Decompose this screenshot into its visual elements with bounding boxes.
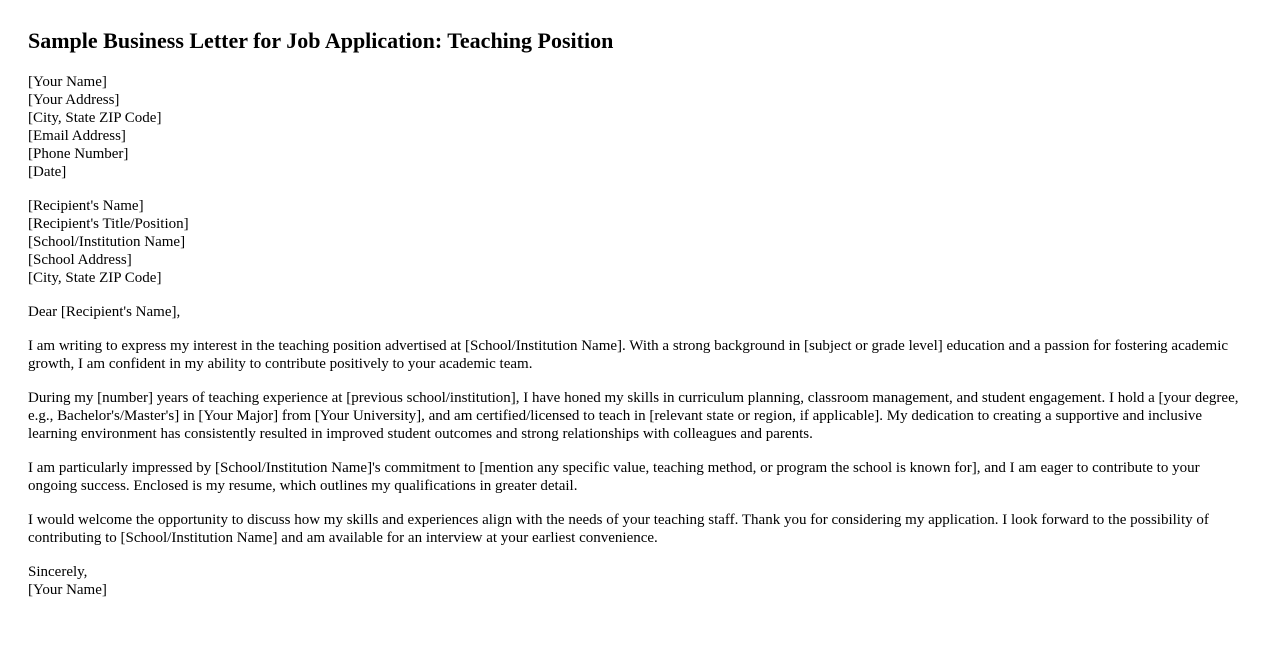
sender-city-state-zip: [City, State ZIP Code] (28, 110, 162, 126)
recipient-institution: [School/Institution Name] (28, 234, 186, 250)
sender-email: [Email Address] (28, 128, 126, 144)
recipient-address: [School Address] (28, 252, 132, 268)
sender-phone: [Phone Number] (28, 146, 129, 162)
body-paragraph-intro: I am writing to express my interest in the teaching position advertised at [School/Institution Name]. With a strong background in [subject or grade level] education and a passion for fostering academic growth, I am confident in my ability to contribute positively to your academic team. (28, 338, 1229, 372)
salutation: Dear [Recipient's Name], (28, 304, 181, 320)
letter-date: [Date] (28, 164, 67, 180)
recipient-title-position: [Recipient's Title/Position] (28, 216, 189, 232)
body-paragraph-interest: I am particularly impressed by [School/Institution Name]'s commitment to [mention any specific value, teaching method, or program the school is known for], and I am eager to contribute to your ongoing success. Enclosed is my resume, which outlines my qualifications in greater detail. (28, 460, 1200, 494)
sender-name: [Your Name] (28, 74, 107, 90)
sender-address: [Your Address] (28, 92, 120, 108)
recipient-name: [Recipient's Name] (28, 198, 144, 214)
valediction: Sincerely, (28, 564, 88, 580)
page-title: Sample Business Letter for Job Application: Teaching Position (28, 28, 614, 53)
recipient-city-state-zip: [City, State ZIP Code] (28, 270, 162, 286)
body-paragraph-experience: During my [number] years of teaching experience at [previous school/institution], I have honed my skills in curriculum planning, classroom management, and student engagement. I hold a [your degree, e.g., Bachelor's/Master's] in [Your Major] from [Your University], and am certified/licensed to teach in [relevant state or region, if applicable]. My dedication to creating a supportive and inclusive learning environment has consistently resulted in improved student outcomes and strong relationships with colleagues and parents. (28, 390, 1239, 442)
closing-block (28, 563, 1250, 599)
recipient-address-block (28, 197, 1250, 287)
sender-address-block (28, 73, 1250, 181)
signature-name: [Your Name] (28, 582, 107, 598)
body-paragraph-closing: I would welcome the opportunity to discuss how my skills and experiences align with the needs of your teaching staff. Thank you for considering my application. I look forward to the possibility of contributing to [School/Institution Name] and am available for an interview at your earliest convenience. (28, 512, 1209, 546)
